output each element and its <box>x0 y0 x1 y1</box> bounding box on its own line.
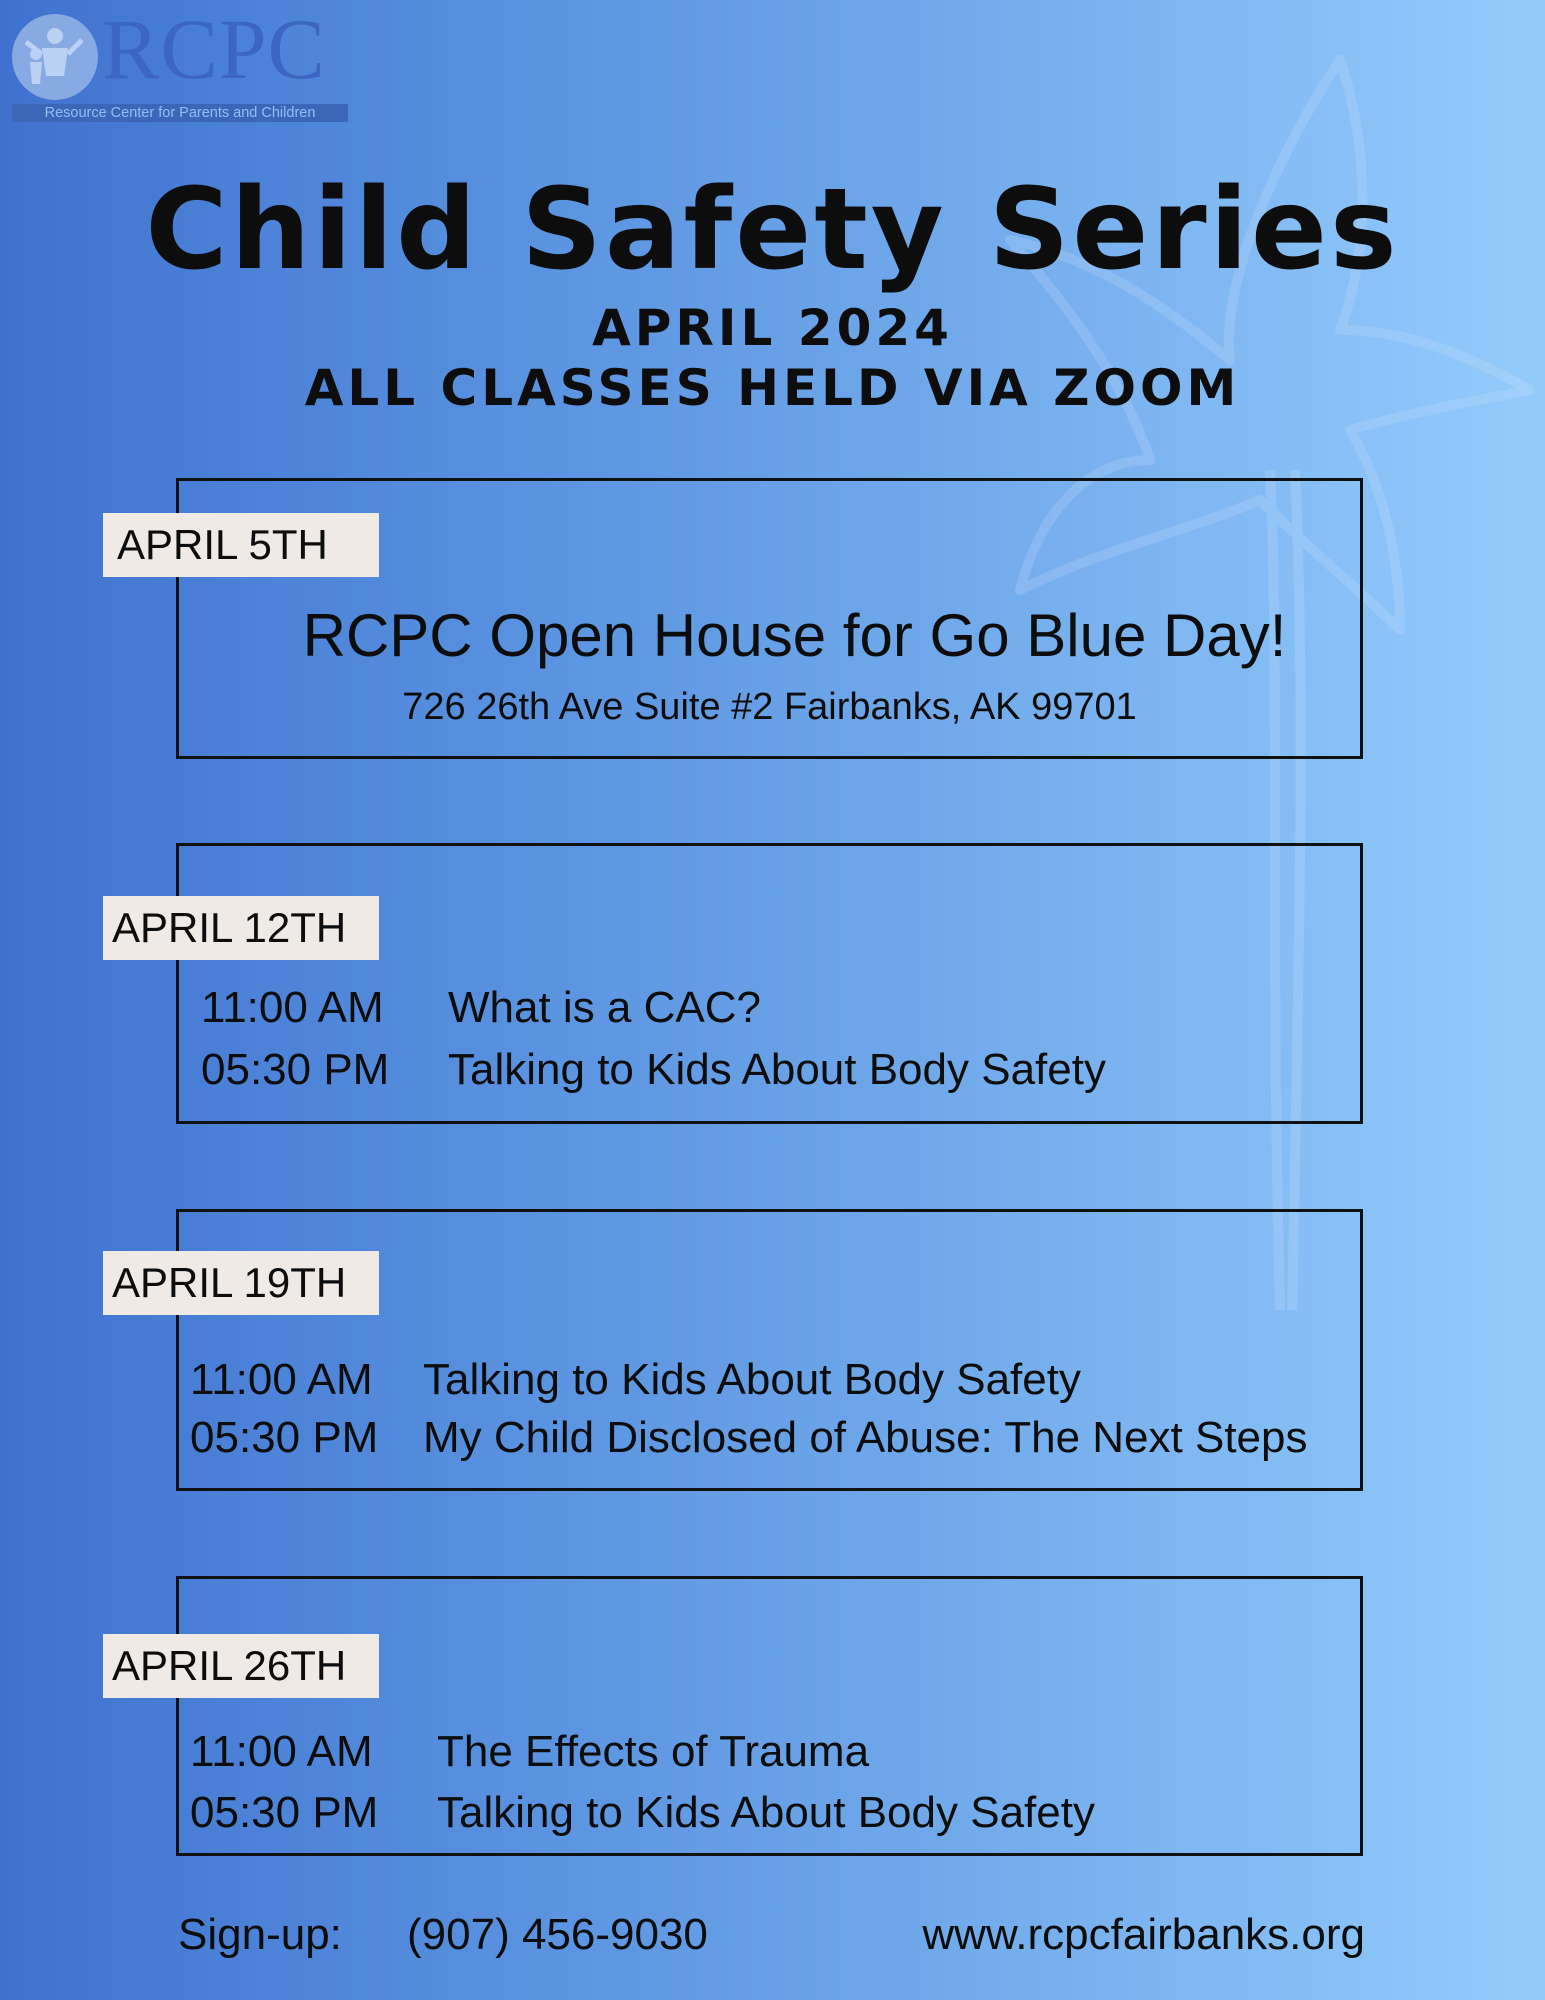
session-row <box>201 980 761 1036</box>
session-topic: My Child Disclosed of Abuse: The Next Steps <box>423 1413 1308 1462</box>
phone-number[interactable]: (907) 456-9030 <box>407 1910 708 1959</box>
session-time: 11:00 AM <box>201 983 384 1032</box>
session-row <box>190 1785 1095 1841</box>
family-icon <box>12 14 98 100</box>
subtitle-note: ALL CLASSES HELD VIA ZOOM <box>304 359 1241 417</box>
session-topic: Talking to Kids About Body Safety <box>437 1788 1095 1837</box>
date-tag-april-26: APRIL 26TH <box>103 1634 379 1698</box>
logo-tagline: Resource Center for Parents and Children <box>12 104 348 122</box>
session-row <box>190 1724 870 1780</box>
session-time: 05:30 PM <box>201 1045 390 1094</box>
session-row <box>190 1352 1081 1408</box>
logo-name: RCPC <box>102 1 326 97</box>
date-tag-april-12: APRIL 12TH <box>103 896 379 960</box>
session-row <box>201 1042 1106 1098</box>
event-headline: RCPC Open House for Go Blue Day! <box>302 602 1287 669</box>
date-tag-april-19: APRIL 19TH <box>103 1251 379 1315</box>
session-topic: Talking to Kids About Body Safety <box>448 1045 1106 1094</box>
session-topic: What is a CAC? <box>448 983 761 1032</box>
session-topic: The Effects of Trauma <box>437 1727 870 1776</box>
subtitle-month: APRIL 2024 <box>592 299 953 357</box>
website-link[interactable]: www.rcpcfairbanks.org <box>922 1910 1365 1959</box>
session-time: 11:00 AM <box>190 1727 373 1776</box>
session-row <box>190 1410 1308 1466</box>
date-tag-april-5: APRIL 5TH <box>103 513 379 577</box>
rcpc-logo[interactable] <box>10 1 350 121</box>
session-time: 11:00 AM <box>190 1355 373 1404</box>
page-title: Child Safety Series <box>145 165 1400 295</box>
session-topic: Talking to Kids About Body Safety <box>423 1355 1081 1404</box>
event-address: 726 26th Ave Suite #2 Fairbanks, AK 99701 <box>402 686 1137 728</box>
session-time: 05:30 PM <box>190 1413 379 1462</box>
signup-label: Sign-up: <box>178 1910 342 1959</box>
session-time: 05:30 PM <box>190 1788 379 1837</box>
